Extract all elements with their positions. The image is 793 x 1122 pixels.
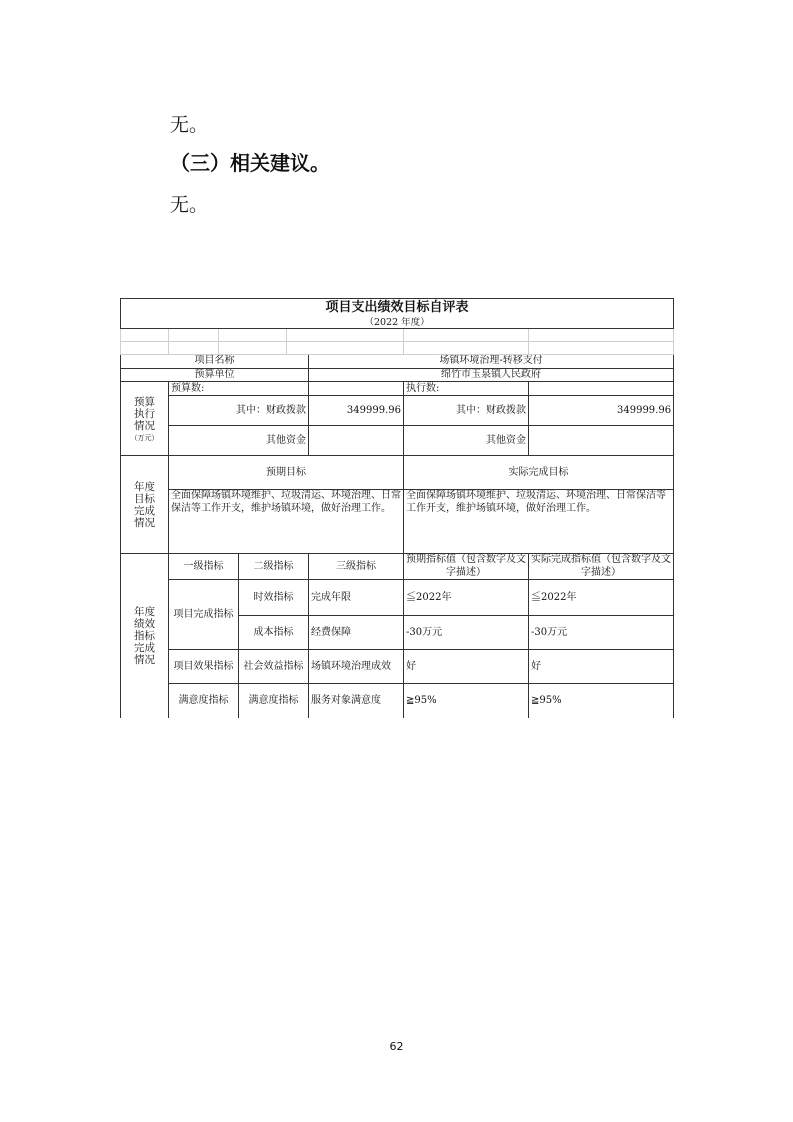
actual-value-cell: ≦2022年 [529, 580, 674, 616]
blank-row [121, 342, 674, 355]
actual-value-cell: 好 [529, 650, 674, 684]
blank-row [121, 329, 674, 342]
level2-cell: 满意度指标 [239, 684, 309, 718]
level1-satisfaction: 满意度指标 [169, 684, 239, 718]
project-name-label: 项目名称 [121, 355, 309, 369]
section-heading-suggestions: （三）相关建议。 [170, 151, 330, 175]
fiscal-appropriation-label-right: 其中：财政拨款 [404, 396, 529, 426]
annual-indicator-label: 年度 绩效 指标 完成 情况 [121, 554, 169, 718]
other-funds-value-right [529, 426, 674, 456]
fiscal-appropriation-value-right: 349999.96 [529, 396, 674, 426]
level1-project-completion: 项目完成指标 [169, 580, 239, 650]
budget-amount-value [309, 382, 404, 396]
fiscal-appropriation-value-left: 349999.96 [309, 396, 404, 426]
expected-value-cell: -30万元 [404, 616, 529, 650]
other-funds-value-left [309, 426, 404, 456]
level1-project-effect: 项目效果指标 [169, 650, 239, 684]
paragraph-none-2: 无。 [170, 194, 209, 216]
level2-cell: 成本指标 [239, 616, 309, 650]
actual-goal-text: 全面保障场镇环境维护、垃圾清运、环境治理、日常保洁等工作开支，维护场镇环境，做好治理工作。 [404, 490, 674, 554]
level3-cell: 经费保障 [309, 616, 404, 650]
expected-value-cell: 好 [404, 650, 529, 684]
actual-value-cell: ≧95% [529, 684, 674, 718]
page-number: 62 [389, 1040, 404, 1053]
level3-cell: 完成年限 [309, 580, 404, 616]
annual-goal-label: 年度 目标 完成 情况 [121, 456, 169, 554]
project-name-value: 场镇环境治理-转移支付 [309, 355, 674, 369]
header-level1: 一级指标 [169, 554, 239, 580]
form-title: 项目支出绩效目标自评表 [121, 299, 674, 317]
expected-value-cell: ≦2022年 [404, 580, 529, 616]
header-expected-value: 预期指标值（包含数字及文字描述） [404, 554, 529, 580]
paragraph-none-1: 无。 [170, 114, 209, 136]
form-subtitle: （2022 年度） [121, 317, 674, 329]
level2-cell: 时效指标 [239, 580, 309, 616]
other-funds-label-left: 其他资金 [169, 426, 309, 456]
unit-note: （万元） [130, 433, 159, 442]
table-row [121, 580, 674, 616]
actual-value-cell: -30万元 [529, 616, 674, 650]
other-funds-label-right: 其他资金 [404, 426, 529, 456]
budget-execution-label: 预算 执行 情况 （万元） [121, 382, 169, 456]
header-level3: 三级指标 [309, 554, 404, 580]
fiscal-appropriation-label-left: 其中：财政拨款 [169, 396, 309, 426]
executed-amount-label: 执行数: [404, 382, 529, 396]
header-actual-value: 实际完成指标值（包含数字及文字描述） [529, 554, 674, 580]
level2-cell: 社会效益指标 [239, 650, 309, 684]
budget-unit-value: 绵竹市玉泉镇人民政府 [309, 368, 674, 382]
actual-goal-header: 实际完成目标 [404, 456, 674, 490]
table-row [121, 684, 674, 718]
budget-unit-label: 预算单位 [121, 368, 309, 382]
evaluation-table [120, 298, 674, 718]
table-row [121, 650, 674, 684]
performance-self-evaluation-form [120, 298, 673, 718]
header-level2: 二级指标 [239, 554, 309, 580]
expected-goal-header: 预期目标 [169, 456, 404, 490]
budget-amount-label: 预算数: [169, 382, 309, 396]
level3-cell: 服务对象满意度 [309, 684, 404, 718]
expected-value-cell: ≧95% [404, 684, 529, 718]
executed-amount-value [529, 382, 674, 396]
level3-cell: 场镇环境治理成效 [309, 650, 404, 684]
expected-goal-text: 全面保障场镇环境维护、垃圾清运、环境治理、日常保洁等工作开支，维护场镇环境，做好治理工作。 [169, 490, 404, 554]
